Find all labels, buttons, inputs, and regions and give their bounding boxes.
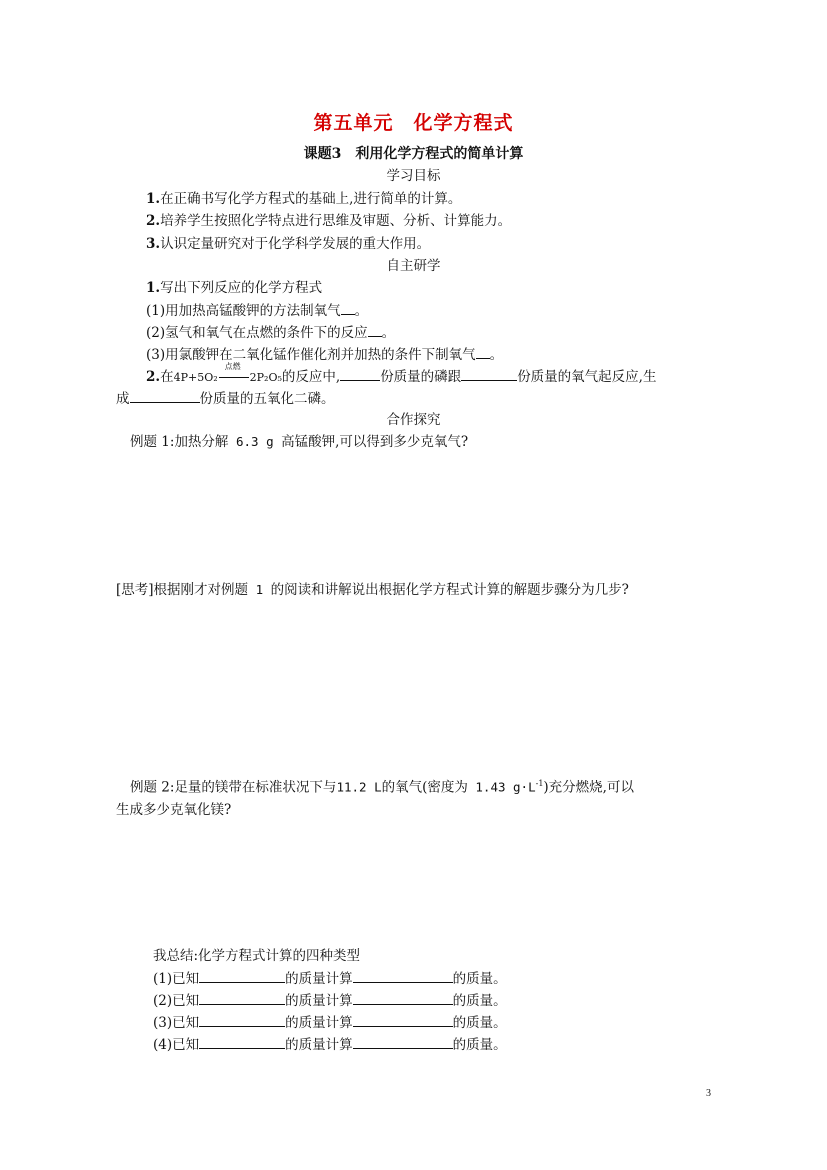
- summary-row: (2)已知 的质量计算 的质量。: [153, 993, 507, 1009]
- summary-heading: 我总结:化学方程式计算的四种类型: [153, 948, 361, 964]
- answer-blank[interactable]: [461, 368, 517, 381]
- question-1-part: (1)用加热高锰酸钾的方法制氧气 。: [146, 303, 369, 319]
- answer-blank[interactable]: [353, 1036, 453, 1049]
- answer-blank[interactable]: [353, 992, 453, 1005]
- example-2-line2: 生成多少克氧化镁?: [116, 802, 232, 818]
- answer-blank[interactable]: [130, 390, 200, 403]
- question-1-part: (2)氢气和氧气在点燃的条件下的反应 。: [146, 325, 396, 341]
- lesson-title: 课题3 利用化学方程式的简单计算: [303, 146, 524, 162]
- chemical-equation: 4P+5O₂ 点燃 2P₂O₅: [173, 362, 282, 384]
- answer-blank[interactable]: [353, 1014, 453, 1027]
- section-heading-objectives: 学习目标: [386, 168, 441, 184]
- question-1: 1.写出下列反应的化学方程式: [146, 280, 323, 296]
- answer-blank[interactable]: [353, 970, 453, 983]
- answer-blank[interactable]: [340, 368, 380, 381]
- answer-blank[interactable]: [341, 302, 355, 315]
- summary-row: (3)已知 的质量计算 的质量。: [153, 1015, 507, 1031]
- example-2: 例题 2:足量的镁带在标准状况下与11.2 L的氧气(密度为 1.43 $g\cdot L^{-1}$)充分燃烧,可以: [130, 779, 634, 796]
- answer-blank[interactable]: [368, 324, 382, 337]
- answer-blank[interactable]: [199, 970, 285, 983]
- answer-blank[interactable]: [199, 1014, 285, 1027]
- section-heading-cooperation: 合作探究: [386, 412, 441, 428]
- answer-blank[interactable]: [199, 1036, 285, 1049]
- page-number: 3: [706, 1088, 711, 1099]
- question-2-line2: 成 份质量的五氧化二磷。: [116, 391, 335, 407]
- objective-item: 1.在正确书写化学方程式的基础上,进行简单的计算。: [146, 191, 462, 207]
- answer-blank[interactable]: [476, 346, 490, 359]
- thinking-question: [思考]根据刚才对例题 1 的阅读和讲解说出根据化学方程式计算的解题步骤分为几步?: [116, 582, 629, 598]
- unit-title: 第五单元 化学方程式: [313, 112, 514, 134]
- objective-item: 3.认识定量研究对于化学科学发展的重大作用。: [146, 236, 431, 252]
- answer-blank[interactable]: [199, 992, 285, 1005]
- summary-row: (4)已知 的质量计算 的质量。: [153, 1037, 507, 1053]
- section-heading-self-study: 自主研学: [386, 258, 441, 274]
- question-1-part: (3)用氯酸钾在二氧化锰作催化剂并加热的条件下制氧气 。: [146, 347, 504, 363]
- objective-item: 2.培养学生按照化学特点进行思维及审题、分析、计算能力。: [146, 213, 512, 229]
- summary-row: (1)已知 的质量计算 的质量。: [153, 971, 507, 987]
- question-2: 2.在4P+5O₂ 点燃 2P₂O₅的反应中, 份质量的磷跟 份质量的氧气起反应,生: [146, 362, 657, 385]
- example-1: 例题 1:加热分解 6.3 g 高锰酸钾,可以得到多少克氧气?: [130, 434, 469, 450]
